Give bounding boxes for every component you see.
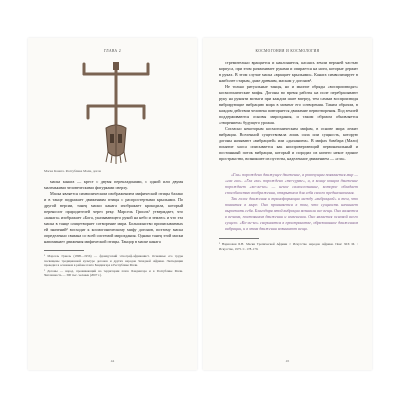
footnote-2: ² Догоны — народ, проживающий на территории плато Бандиагара и в Республике Мали. Численность — 300 тыс. человек (2007 г.). — [44, 268, 183, 278]
footnote-1: ¹ Марсель Гриоль (1898—1956) — французский этнограф-африканист. Основные его труды посвящены традиционной культуре догонов и других народов Западной Африки. Экспедиции проводил в основном в районе плато Бандиагара в Республике Мали. — [44, 254, 183, 268]
figure-caption: Маска Канага. Республика Мали, догон — [44, 169, 102, 173]
right-running-head: КОСМОГОНИЯ И КОСМОЛОГИЯ — [255, 49, 320, 53]
footnote-rule — [219, 238, 259, 239]
footnote-rule — [44, 250, 84, 251]
left-footnotes — [44, 254, 183, 278]
kanaga-mask-image — [62, 60, 172, 164]
left-content — [44, 60, 183, 279]
right-paragraph-3: Согласно некоторым космогоническим мифам, в основе мира лежит вибрация. Вселенной существовала лишь сила или сущность, которую догоны называют «вибрацией» или «дыханием». В мифах бамбара (Мали) понятие хаоса описывается как ниспровергающий первоначальный и постоянный поток вибрации, который и породил из ничего некое единое пространство, возникшее из пустоты, наделенное движением — «гла». — [219, 126, 358, 161]
left-paragraph-2: Маска является символическим изображением мифической птицы балако и в танце подражает движениям птицы с распростертыми крыльями. По другой версии, танец маски канага изображает крокодила, который переносит прародителей через реку. Марсель Гриоль¹ утверждает, что «канага» изображает «Бога, указывающего рукой на небо и землю» и что эта маска в танце олицетворяет сотворение мира. Большинство приписываемых ей значений² восходят к космогоническому мифу догонов, поэтому маска определенно связана со всей системой мироздания. Однако танец этой маски напоминает движения мифической птицы. Танцор в маске канага — [44, 191, 183, 244]
right-footnotes — [219, 242, 358, 251]
mask-figure — [44, 60, 183, 166]
quote-paragraph-1: «Гла» порождено движущее движение, а рокочущим появляется мир — «гла гла». «Гла гла» порождено «то-сурме», и, в конце концов движение порождает «ко-ли-ко» — некое самоссознание, которое обладает способностью воображения, открытием для себя своего предназначения. — [225, 172, 358, 195]
footnote-3: ³ Нарисован Б.Н. Маски Тропической Африки // Искусство народов Африки. Пояс XIX М. : Искусство, 1975. С. 178–179. — [219, 242, 358, 251]
left-page-number: 44 — [110, 359, 115, 363]
quote-block — [225, 172, 358, 232]
right-content — [219, 60, 358, 252]
left-page — [28, 38, 197, 370]
quote-paragraph-2: Так голос движения и трансформации между «вибрацией» и тем, что появится в мире. Оно проявляется в том, что сущность начинает выражать себя. Благодаря этой вибрации возникли все вещи. Оно является в вечном, постоянном движении и изменении. Оно является основой всего сущего. «Ко-ли-ко» свершается в пространстве, образованное движением вибрации, и в этом движении возникают вещи. — [225, 196, 358, 231]
left-running-head: ГЛАВА 2 — [103, 49, 122, 53]
right-page — [203, 38, 372, 370]
right-paragraph-2: Не только ритуальные танцы, но и многие обряды «воспроизводят» космогонические мифы. Догоны во время работы на поле перебрасывают руку на рукояти мотыги при каждом шаге вперед, тем самым воспроизводя вибрирующие вибрацию мира в момент его сотворения. Таким образом, в каждом действии человека повторяется движение первотворения. Под землей поддерживаются основы мироздания, и таким образом обновляется «творением» будущего урожая. — [219, 84, 358, 125]
left-paragraph-1: маска канага — крест с двумя перекладинами, с одной или двумя маленькими человеческими фигурками сверху. — [44, 179, 183, 190]
right-page-number: 45 — [285, 359, 290, 363]
right-paragraph-1: стремительно вращается и наклоняется, касаясь земли верхней частью корпуса, при этом размахивает руками и опирается на ноги, которые держит в руках. В этом случае маска «вращает крыльями». Канага символизирует в наиболее старым, даже древним, маскам у догонов³. — [219, 60, 358, 83]
